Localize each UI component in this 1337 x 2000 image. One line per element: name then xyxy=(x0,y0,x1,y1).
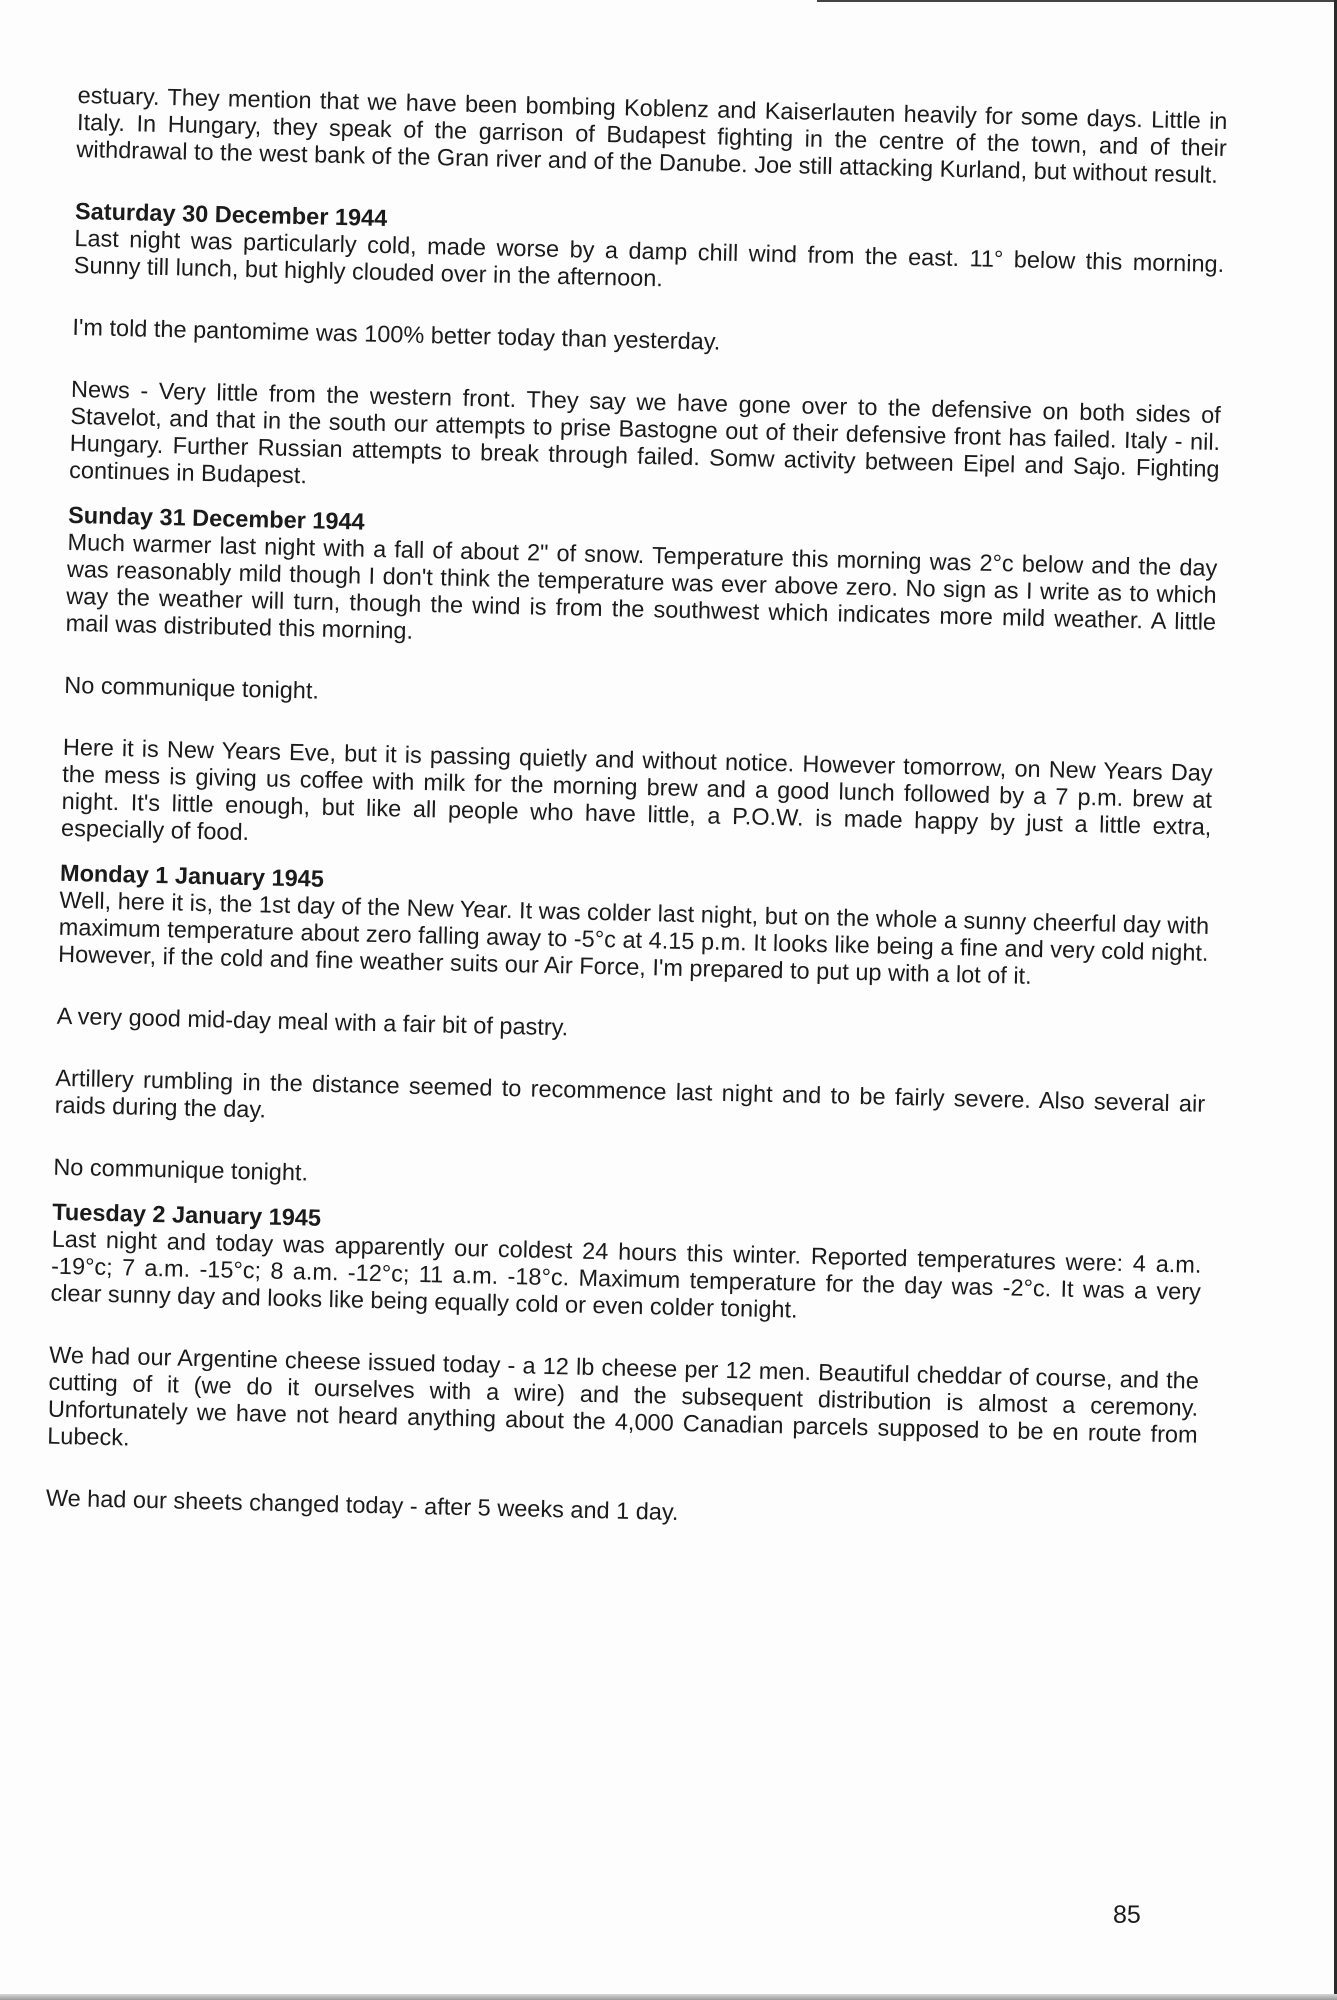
entry-paragraph: Last night was particularly cold, made worse by a damp chill wind from the east. 11° below this morning. Sunny till lunch, but highly clouded over in the afternoon. xyxy=(73,224,1225,292)
entry-paragraph: Last night and today was apparently our coldest 24 hours this winter. Reported temperatures were: 4 a.m. -19°c; 7 a.m. -15°c; 8 a.m. -12°c; 11 a.m. -18°c. Maximum temperature for the day was -2°c. It was a very clear sunny day and looks like being equally cold or even colder tonight. xyxy=(50,1225,1202,1323)
entry-paragraph: We had our Argentine cheese issued today - a 12 lb cheese per 12 men. Beautiful cheddar of course, and the cutting of it (we do it ourselves with a wire) and the subsequent distribution is almost a ceremony. Unfortunately we have not heard anything about the 4,000 Canadian parcels supposed to be en route from Lubeck. xyxy=(46,1341,1200,1451)
diary-entry-3 xyxy=(53,860,1210,1207)
diary-entry-1 xyxy=(69,198,1225,510)
entry-paragraph: News - Very little from the western front. They say we have gone over to the defensive on both sides of Stavelot, and that in the south our attempts to prise Bastogne out of their defensive front has failed. Italy - nil. Hungary. Further Russian attempts to break through failed. Somw activity between Eipel and Sajo. Fighting continues in Budapest. xyxy=(68,375,1222,489)
page-number: 85 xyxy=(1113,1901,1141,1929)
intro-paragraph: estuary. They mention that we have been bombing Koblenz and Kaiserlauten heavily for some days. Little in Italy. In Hungary, they speak of the garrison of Budapest fighting in the centre of the town, and of their withdrawal to the west bank of the Gran river and of the Danube. Joe still attacking Kurland, but without result. xyxy=(76,82,1228,188)
entry-heading: Sunday 31 December 1944 xyxy=(67,501,365,535)
page-top-edge xyxy=(817,0,1337,2)
entry-heading: Saturday 30 December 1944 xyxy=(74,197,388,232)
diary-entry-2 xyxy=(61,502,1218,868)
entry-paragraph: I'm told the pantomime was 100% better today than yesterday. xyxy=(72,313,721,355)
entry-paragraph: No communique tonight. xyxy=(53,1153,309,1186)
diary-entry-4 xyxy=(46,1199,1203,1538)
diary-text-body xyxy=(45,82,1228,1573)
entry-heading: Monday 1 January 1945 xyxy=(59,859,325,892)
entry-paragraph: No communique tonight. xyxy=(64,671,320,704)
entry-paragraph: We had our sheets changed today - after 5 weeks and 1 day. xyxy=(45,1484,679,1525)
page-bottom-edge xyxy=(0,1994,1337,2000)
entry-paragraph: Here it is New Years Eve, but it is passing quietly and without notice. However tomorrow, on New Years Day the mess is giving us coffee with milk for the morning brew and a good lunch followed by a 7 p.m. brew at night. It's little enough, but like all people who have little, a P.O.W. is made happy by just a little extra, especially of food. xyxy=(60,733,1213,846)
entry-paragraph: Well, here it is, the 1st day of the New Year. It was colder last night, but on the whole a sunny cheerful day with maximum temperature about zero falling away to -5°c at 4.15 p.m. It looks like being a fine and very cold night. However, if the cold and fine weather suits our Air Force, I'm prepared to put up with a lot of it. xyxy=(57,886,1210,989)
entry-paragraph: Artillery rumbling in the distance seemed to recommence last night and to be fairly severe. Also several air raids during the day. xyxy=(54,1064,1206,1123)
entry-paragraph: A very good mid-day meal with a fair bit of pastry. xyxy=(56,1002,569,1041)
entry-heading: Tuesday 2 January 1945 xyxy=(52,1198,322,1231)
entry-paragraph: Much warmer last night with a fall of about 2" of snow. Temperature this morning was 2°c below and the day was reasonably mild though I don't think the temperature was ever above zero. No sign as I write as to which way the weather will turn, though the wind is from the southwest which indicates more mild weather. A little mail was distributed this morning. xyxy=(65,528,1218,644)
